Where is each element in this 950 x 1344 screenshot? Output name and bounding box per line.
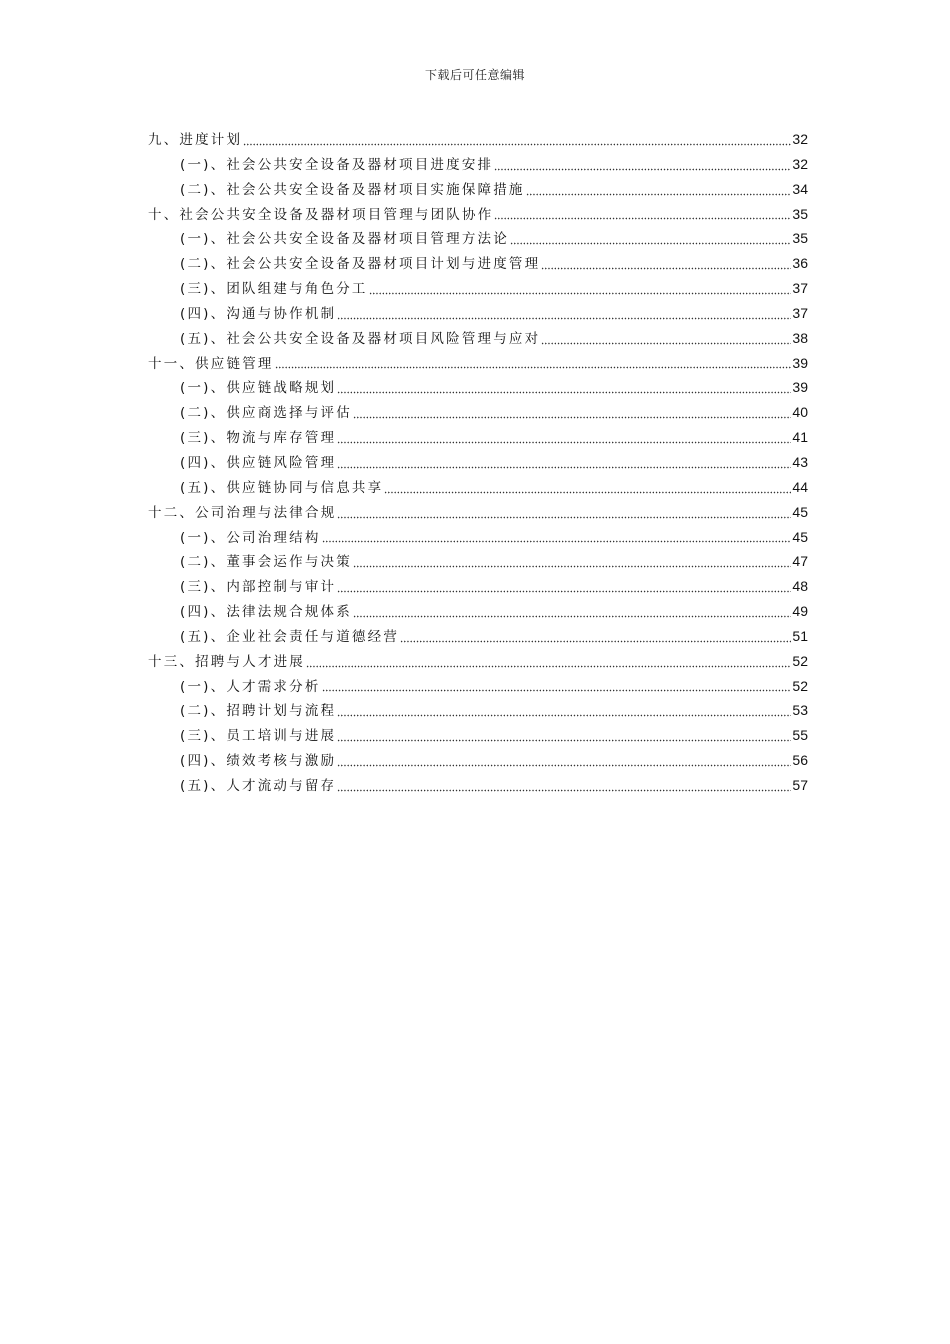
dot-leader: [541, 260, 791, 270]
toc-entry-title: (三)、内部控制与审计: [180, 579, 337, 596]
toc-entry-page: 36: [792, 255, 808, 272]
dot-leader: [510, 235, 791, 245]
dot-leader: [337, 583, 791, 593]
toc-entry-title: (四)、法律法规合规体系: [180, 604, 352, 621]
toc-entry-title: (四)、供应链风险管理: [180, 454, 337, 471]
dot-leader: [337, 732, 791, 742]
toc-entry[interactable]: [148, 748, 808, 773]
toc-entry-title: (四)、沟通与协作机制: [180, 305, 337, 322]
toc-entry-title: 十二、公司治理与法律合规: [148, 504, 337, 521]
toc-entry[interactable]: [148, 574, 808, 599]
toc-entry-title: 九、进度计划: [148, 132, 243, 148]
dot-leader: [337, 459, 791, 469]
dot-leader: [353, 409, 791, 419]
dot-leader: [526, 186, 791, 196]
dot-leader: [337, 782, 791, 792]
dot-leader: [306, 658, 791, 668]
dot-leader: [353, 608, 791, 618]
toc-entry-page: 32: [792, 131, 808, 147]
dot-leader: [494, 210, 791, 220]
toc-entry-page: 43: [792, 453, 808, 470]
toc-entry[interactable]: [148, 450, 808, 475]
toc-entry[interactable]: [148, 525, 808, 550]
toc-entry-page: 37: [792, 280, 808, 297]
toc-entry-page: 56: [792, 752, 808, 769]
toc-entry-page: 35: [792, 230, 808, 247]
toc-entry-page: 52: [792, 652, 808, 669]
toc-entry-page: 32: [792, 155, 808, 172]
toc-entry-page: 40: [792, 404, 808, 421]
toc-entry-page: 55: [792, 727, 808, 744]
toc-entry-title: (五)、社会公共安全设备及器材项目风险管理与应对: [180, 330, 541, 347]
toc-entry-title: (二)、供应商选择与评估: [180, 405, 352, 422]
toc-entry-page: 35: [792, 205, 808, 222]
toc-entry[interactable]: [148, 773, 808, 798]
toc-entry-page: 39: [792, 354, 808, 371]
toc-entry-page: 49: [792, 603, 808, 620]
dot-leader: [353, 558, 791, 568]
toc-entry-title: (四)、绩效考核与激励: [180, 753, 337, 770]
toc-entry-title: (二)、社会公共安全设备及器材项目计划与进度管理: [180, 256, 541, 273]
toc-entry[interactable]: [148, 177, 808, 202]
toc-entry[interactable]: [148, 276, 808, 301]
toc-entry-page: 52: [792, 677, 808, 694]
toc-entry[interactable]: [148, 599, 808, 624]
toc-entry[interactable]: [148, 475, 808, 500]
dot-leader: [494, 161, 791, 171]
toc-entry-title: 十一、供应链管理: [148, 355, 274, 372]
toc-entry-page: 51: [792, 627, 808, 644]
toc-entry-page: 38: [792, 329, 808, 346]
toc-entry-title: (一)、社会公共安全设备及器材项目管理方法论: [180, 231, 509, 248]
toc-entry-title: (一)、人才需求分析: [180, 678, 321, 695]
toc-entry-title: (一)、公司治理结构: [180, 529, 321, 546]
toc-entry-title: (二)、社会公共安全设备及器材项目实施保障措施: [180, 181, 525, 198]
dot-leader: [337, 384, 791, 394]
toc-entry-title: 十三、招聘与人才进展: [148, 653, 305, 670]
toc-entry[interactable]: [148, 152, 808, 177]
dot-leader: [322, 682, 791, 692]
toc-entry-title: (二)、董事会运作与决策: [180, 554, 352, 571]
dot-leader: [384, 484, 791, 494]
toc-entry[interactable]: [148, 375, 808, 400]
toc-entry[interactable]: [148, 425, 808, 450]
toc-entry[interactable]: [148, 549, 808, 574]
page-header: 下载后可任意编辑: [424, 68, 525, 82]
toc-entry[interactable]: [148, 649, 808, 674]
toc-entry[interactable]: [148, 500, 808, 525]
toc-entry[interactable]: [148, 400, 808, 425]
dot-leader: [369, 285, 791, 295]
toc-entry-page: 37: [792, 304, 808, 321]
dot-leader: [337, 757, 791, 767]
toc-entry-title: (三)、团队组建与角色分工: [180, 281, 368, 298]
toc-entry-page: 41: [792, 429, 808, 446]
toc-entry-title: 十、社会公共安全设备及器材项目管理与团队协作: [148, 206, 494, 223]
dot-leader: [322, 533, 791, 543]
toc-entry-title: (一)、社会公共安全设备及器材项目进度安排: [180, 156, 494, 173]
dot-leader: [337, 434, 791, 444]
dot-leader: [400, 633, 791, 643]
toc-entry[interactable]: [148, 226, 808, 251]
dot-leader: [337, 509, 791, 519]
toc-entry[interactable]: [148, 127, 808, 152]
toc-entry[interactable]: [148, 326, 808, 351]
toc-entry-title: (五)、供应链协同与信息共享: [180, 479, 384, 496]
toc-entry-title: (五)、企业社会责任与道德经营: [180, 628, 400, 645]
toc-entry-title: (一)、供应链战略规划: [180, 380, 337, 397]
toc-entry-page: 45: [792, 528, 808, 545]
toc-entry-page: 45: [792, 503, 808, 520]
toc-entry[interactable]: [148, 251, 808, 276]
dot-leader: [541, 335, 791, 345]
toc-entry[interactable]: [148, 351, 808, 376]
toc-entry-page: 39: [792, 379, 808, 396]
dot-leader: [337, 707, 791, 717]
toc-entry[interactable]: [148, 674, 808, 699]
toc-entry[interactable]: [148, 723, 808, 748]
toc-entry[interactable]: [148, 301, 808, 326]
toc-entry-page: 53: [792, 702, 808, 719]
toc-entry-title: (二)、招聘计划与流程: [180, 703, 337, 720]
toc-entry[interactable]: [148, 698, 808, 723]
toc-entry-title: (三)、物流与库存管理: [180, 430, 337, 447]
dot-leader: [275, 359, 791, 369]
toc-entry-page: 44: [792, 478, 808, 495]
toc-entry[interactable]: [148, 202, 808, 227]
toc-entry-title: (五)、人才流动与留存: [180, 777, 337, 794]
toc-entry-page: 34: [792, 180, 808, 197]
table-of-contents: [148, 127, 808, 798]
toc-entry-page: 57: [792, 776, 808, 793]
dot-leader: [337, 310, 791, 320]
toc-entry[interactable]: [148, 624, 808, 649]
toc-entry-page: 47: [792, 553, 808, 570]
toc-entry-title: (三)、员工培训与进展: [180, 728, 337, 745]
dot-leader: [243, 136, 791, 146]
toc-entry-page: 48: [792, 578, 808, 595]
